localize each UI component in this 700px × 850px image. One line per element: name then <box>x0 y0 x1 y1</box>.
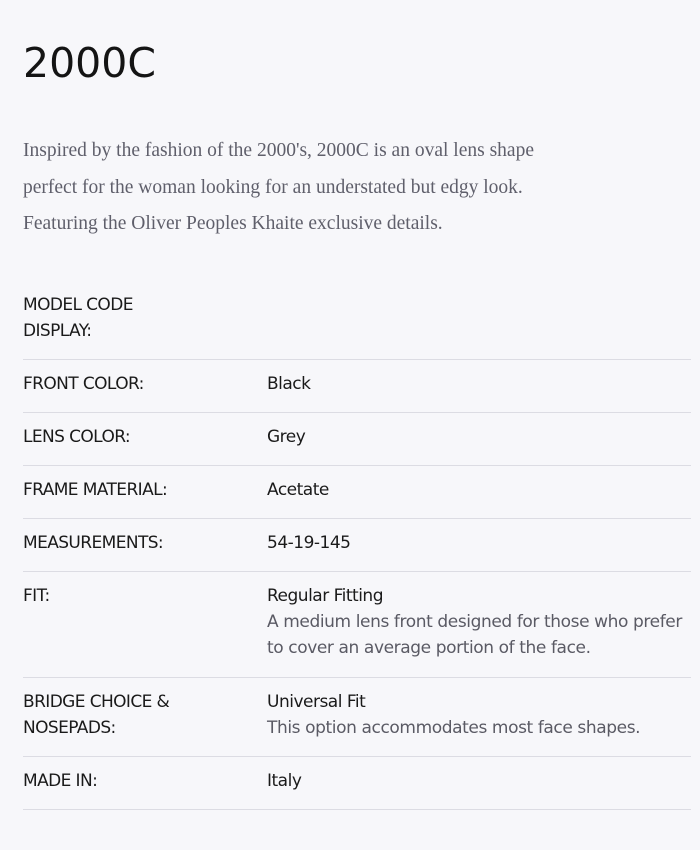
spec-label: MEASUREMENTS: <box>23 533 164 553</box>
spec-value-note: to cover an average portion of the face. <box>267 638 591 658</box>
spec-value: 54-19-145 <box>267 533 351 553</box>
spec-label: FRONT COLOR: <box>23 374 144 394</box>
spec-label-line: NOSEPADS: <box>23 718 116 738</box>
spec-row-bridge-choice <box>23 678 691 757</box>
spec-value-main: Regular Fitting <box>267 586 383 606</box>
specs-table <box>23 288 691 810</box>
spec-row-frame-material <box>23 466 691 519</box>
spec-label: FRAME MATERIAL: <box>23 480 168 500</box>
spec-row-measurements <box>23 519 691 572</box>
description-line: perfect for the woman looking for an understated but edgy look. <box>23 176 523 198</box>
spec-row-front-color <box>23 360 691 413</box>
spec-label <box>23 292 223 344</box>
spec-row-lens-color <box>23 413 691 466</box>
spec-value-main: Universal Fit <box>267 692 366 712</box>
spec-value: Black <box>267 374 311 394</box>
spec-value <box>267 583 691 661</box>
spec-value-note: A medium lens front designed for those who prefer <box>267 612 682 632</box>
spec-row-fit <box>23 572 691 678</box>
spec-label-line: BRIDGE CHOICE & <box>23 692 170 712</box>
spec-label-line: DISPLAY: <box>23 321 92 341</box>
spec-label: LENS COLOR: <box>23 427 131 447</box>
spec-value <box>267 689 691 741</box>
spec-value: Italy <box>267 771 302 791</box>
description-line: Inspired by the fashion of the 2000's, 2000C is an oval lens shape <box>23 140 534 161</box>
spec-label: MADE IN: <box>23 771 98 791</box>
spec-label <box>23 689 223 741</box>
spec-row-model-code <box>23 288 691 360</box>
product-title: 2000C <box>23 39 156 87</box>
spec-label: FIT: <box>23 586 50 606</box>
spec-value: Acetate <box>267 480 329 500</box>
spec-label-line: MODEL CODE <box>23 295 133 315</box>
spec-value-note: This option accommodates most face shapes. <box>267 718 641 738</box>
description-line: Featuring the Oliver Peoples Khaite exclusive details. <box>23 213 443 234</box>
spec-row-made-in <box>23 757 691 810</box>
spec-value: Grey <box>267 427 306 447</box>
product-description <box>23 133 583 243</box>
